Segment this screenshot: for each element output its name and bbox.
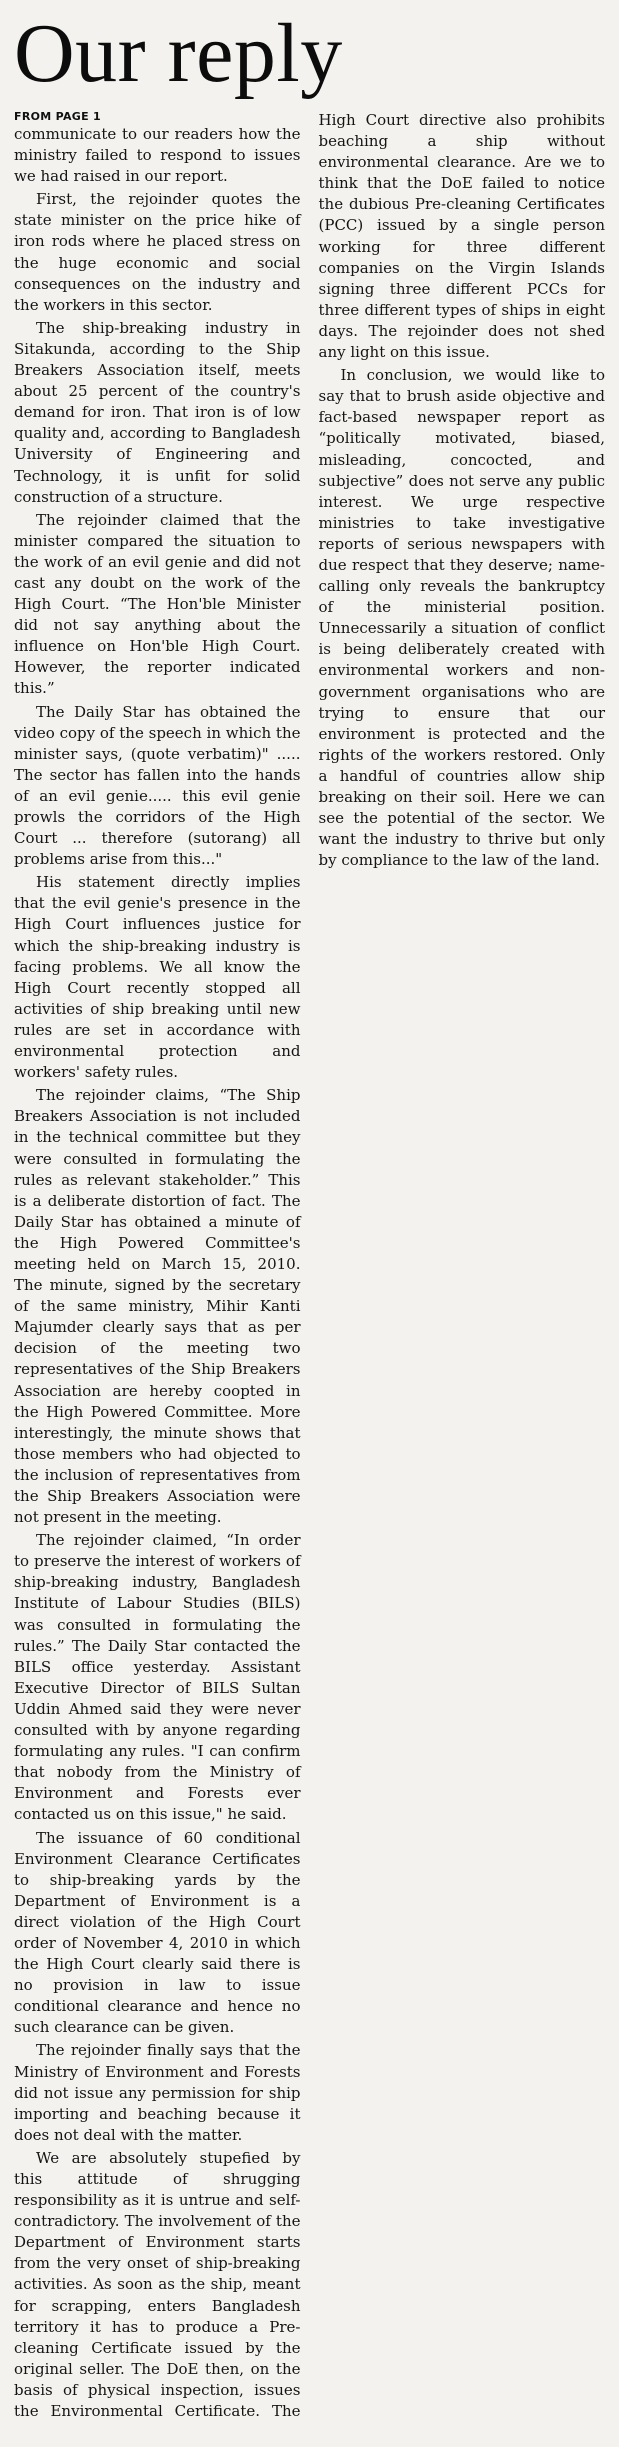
paragraph: The issuance of 60 conditional Environment Clearance Certificates to ship-breaking yards by the Department of Environment is a direct violation of the High Court order of November 4, 2010 in which the High Court clearly said there is no provision in law to issue conditional clearance and hence no such clearance can be given. bbox=[14, 1828, 301, 2037]
paragraph: communicate to our readers how the ministry failed to respond to issues we had raised in our report. bbox=[14, 125, 301, 186]
paragraph: The rejoinder claims, “The Ship Breakers Association is not included in the technical committee but they were consulted in formulating the rules as relevant stakeholder.” This is a deliberate distortion of fact. The Daily Star has obtained a minute of the High Powered Committee's meeting held on March 15, 2010. The minute, signed by the secretary of the same ministry, Mihir Kanti Majumder clearly says that as per decision of the meeting two representatives of the Ship Breakers Association are hereby coopted in the High Powered Committee. More interestingly, the minute shows that those members who had objected to the inclusion of representatives from the Ship Breakers Association were not present in the meeting. bbox=[14, 1086, 301, 1527]
paragraph: The rejoinder claimed, “In order to preserve the interest of workers of ship-breaking industry, Bangladesh Institute of Labour Studies (BILS) was consulted in formulating the rules.” The Daily Star contacted the BILS office yesterday. Assistant Executive Director of BILS Sultan Uddin Ahmed said they were never consulted with by anyone regarding formulating any rules. "I can confirm that nobody from the Ministry of Environment and Forests ever contacted us on this issue," he said. bbox=[14, 1531, 301, 1824]
paragraph: The Daily Star has obtained the video copy of the speech in which the minister says, (quote verbatim)" ..... The sector has fallen into the hands of an evil genie..... this evil genie prowls the corridors of the High Court ... therefore (sutorang) all problems arise from this..." bbox=[14, 702, 301, 869]
paragraph: The ship-breaking industry in Sitakunda, according to the Ship Breakers Association itself, meets about 25 percent of the country's demand for iron. That iron is of low quality and, according to Bangladesh University of Engineering and Technology, it is unfit for solid construction of a structure. bbox=[14, 318, 301, 506]
paragraph: The rejoinder finally says that the Ministry of Environment and Forests did not issue any permission for ship importing and beaching because it does not deal with the matter. bbox=[14, 2041, 301, 2144]
paragraph: First, the rejoinder quotes the state minister on the price hike of iron rods where he placed stress on the huge economic and social consequences on the industry and the workers in this sector. bbox=[14, 190, 301, 314]
paragraph: In conclusion, we would like to say that to brush aside objective and fact-based newspaper report as “politically motivated, biased, misleading, concocted, and subjective” does not serve any public interest. We urge respective ministries to take investigative reports of serious newspapers with due respect that they deserve; name-calling only reveals the bankruptcy of the ministerial position. Unnecessarily a situation of conflict is being deliberately created with environmental workers and non-government organisations who are trying to ensure that our environment is protected and the rights of the workers restored. Only a handful of countries allow ship breaking on their soil. Here we can see the potential of the sector. We want the industry to thrive but only by compliance to the law of the land. bbox=[318, 366, 605, 870]
article-body bbox=[14, 110, 605, 2441]
paragraph: The rejoinder claimed that the minister compared the situation to the work of an evil genie and did not cast any doubt on the work of the High Court. “The Hon'ble Minister did not say anything about the influence on Hon'ble High Court. However, the reporter indicated this.” bbox=[14, 510, 301, 698]
paragraph: His statement directly implies that the evil genie's presence in the High Court influences justice for which the ship-breaking industry is facing problems. We all know the High Court recently stopped all activities of ship breaking until new rules are set in accordance with environmental protection and workers' safety rules. bbox=[14, 873, 301, 1082]
paragraph: We are absolutely stupefied by this attitude of shrugging responsibility as it is untrue and self-contradictory. The involvement of the Department of Environment starts from the very onset of ship-breaking activities. As soon as the ship, meant for scrapping, enters Bangladesh territory it has to produce a Pre-cleaning Certificate issued by the original seller. The DoE then, on the basis of physical inspection, issues the Environmental Certificate. The High Court directive also prohibits beaching a ship without environmental clearance. Are we to think that the DoE failed to notice the dubious Pre-cleaning Certificates (PCC) issued by a single person working for three different companies on the Virgin Islands signing three different PCCs for three different types of ships in eight days. The rejoinder does not shed any light on this issue. bbox=[14, 111, 605, 2421]
kicker-label: FROM PAGE 1 bbox=[14, 110, 102, 123]
headline: Our reply bbox=[14, 7, 343, 100]
